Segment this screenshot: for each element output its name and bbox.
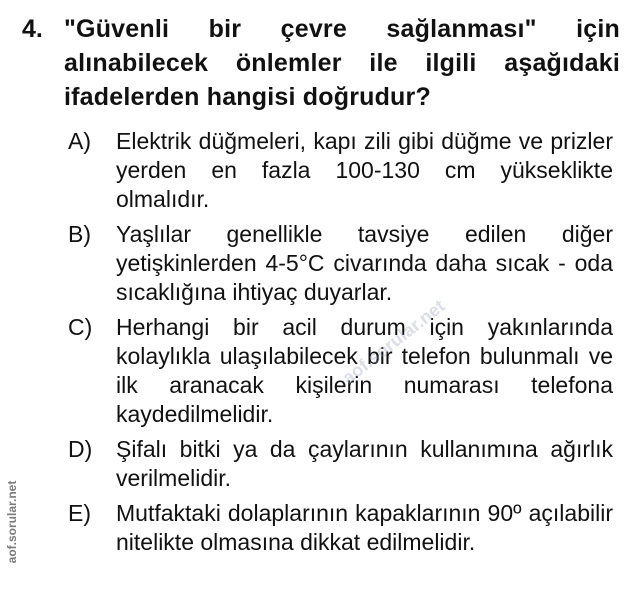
- option-b-text: Yaşlılar genellikle tavsiye edilen diğer yetişkinlerden 4-5°C civarında daha sıcak - oda sıcaklığına ihtiyaç duyarlar.: [116, 221, 613, 305]
- option-c-letter: C): [68, 314, 93, 340]
- option-a-text: Elektrik düğmeleri, kapı zili gibi düğme ve prizler yerden en fazla 100-130 cm yükseklikte olmalıdır.: [116, 128, 613, 212]
- option-e[interactable]: [68, 499, 613, 557]
- options-list: [68, 127, 613, 563]
- option-e-letter: E): [68, 500, 91, 526]
- question-number: 4.: [22, 15, 43, 43]
- option-a[interactable]: [68, 127, 613, 214]
- option-b[interactable]: [68, 220, 613, 307]
- option-d-letter: D): [68, 436, 93, 462]
- option-b-letter: B): [68, 221, 91, 247]
- option-d-text: Şifalı bitki ya da çaylarının kullanımına ağırlık verilmelidir.: [116, 436, 613, 491]
- option-a-letter: A): [68, 128, 91, 154]
- option-c-text: Herhangi bir acil durum için yakınlarında kolaylıkla ulaşılabilecek bir telefon bulunmalı ve ilk aranacak kişilerin numarası telefona kaydedilmelidir.: [116, 314, 613, 427]
- option-d[interactable]: [68, 435, 613, 493]
- option-e-text: Mutfaktaki dolaplarının kapaklarının 90º açılabilir nitelikte olmasına dikkat edilmelidir.: [116, 500, 613, 555]
- side-watermark: aof.sorular.net: [5, 480, 19, 564]
- diagonal-watermark: aof.sorular.net: [338, 295, 449, 388]
- question-stem: "Güvenli bir çevre sağlanması" için alınabilecek önlemler ile ilgili aşağıdaki ifadelerden hangisi doğrudur?: [64, 15, 620, 111]
